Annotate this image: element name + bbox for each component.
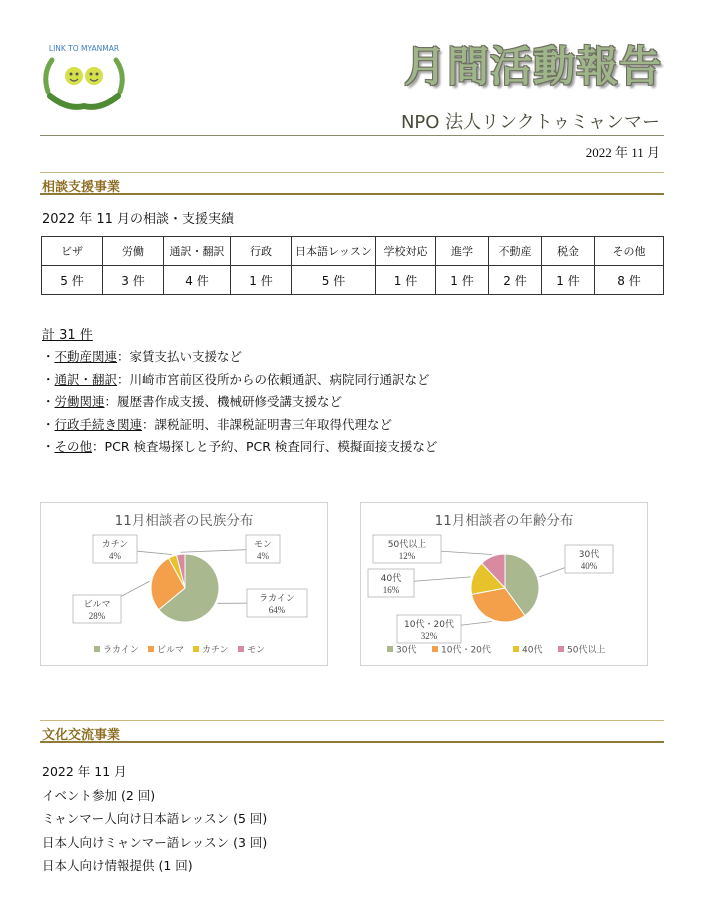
legend-swatch [558, 646, 564, 652]
data-label-category: 30代 [578, 550, 600, 560]
item-separator: ： [117, 349, 130, 364]
list-item: ・通訳・翻訳：川崎市宮前区役所からの依頼通訳、病院同行通訳など [42, 371, 430, 387]
list-item: ミャンマー人向け日本語レッスン (5 回) [42, 811, 268, 826]
ethnicity-chart [40, 502, 328, 666]
data-label-value: 12% [398, 551, 416, 561]
list-item: 日本人向けミャンマー語レッスン (3 回) [42, 834, 268, 850]
section-header-culture [40, 720, 664, 742]
data-label-value: 28% [88, 611, 106, 621]
organization-name: NPO 法人リンクトゥミャンマー [400, 112, 660, 133]
item-separator: ： [104, 394, 118, 409]
table-header-cell: 不動産 [489, 237, 542, 266]
section-header-consultation [40, 172, 664, 194]
table-cell: 1 件 [231, 266, 292, 295]
chart-title: 11月相談者の民族分布 [114, 513, 254, 529]
legend-label: カチン [202, 645, 229, 656]
item-separator: ： [142, 416, 155, 432]
table-cell: 3 件 [103, 266, 164, 295]
legend-label: ラカイン [103, 645, 139, 656]
data-label-category: ラカイン [259, 594, 295, 604]
culture-activities [42, 760, 267, 878]
table-header-cell: 行政 [231, 237, 292, 266]
legend-swatch [513, 646, 519, 652]
data-label-value: 64% [268, 605, 286, 615]
item-category: 行政手続き関連 [54, 416, 143, 432]
data-label-value: 16% [382, 585, 400, 595]
item-text: PCR 検査場探しと予約、PCR 検査同行、模擬面接支援など [104, 439, 438, 454]
table-cell: 5 件 [42, 266, 103, 295]
legend-label: 30代 [396, 645, 417, 656]
data-label-value: 32% [420, 631, 438, 641]
table-header-cell: ビザ [42, 237, 103, 266]
consultation-details [42, 346, 437, 459]
chart-title: 11月相談者の年齢分布 [434, 513, 574, 529]
page-title: 月間活動報告 [403, 42, 662, 91]
data-label-category: モン [253, 540, 273, 550]
legend-swatch [387, 646, 393, 652]
data-label-category: 50代以上 [387, 540, 427, 550]
list-item: ・労働関連：履歴書作成支援、機械研修受講支援など [42, 394, 343, 409]
table-cell: 1 件 [376, 266, 436, 295]
table-row [42, 266, 664, 295]
item-category: その他 [54, 439, 93, 454]
item-category: 通訳・翻訳 [54, 371, 118, 387]
report-date: 2022 年 11 月 [585, 145, 660, 160]
legend-label: モン [247, 645, 266, 656]
consultation-table [41, 236, 664, 295]
list-item: 2022 年 11 月 [42, 764, 127, 779]
table-header-cell: 労働 [103, 237, 164, 266]
item-text: 課税証明、非課税証明書三年取得代理など [154, 416, 393, 432]
table-cell: 1 件 [542, 266, 595, 295]
age-chart [360, 502, 648, 666]
total-count: 計 31 件 [42, 328, 93, 343]
legend-swatch [193, 646, 199, 652]
section-title: 相談支援事業 [42, 180, 121, 195]
legend-label: 40代 [522, 645, 543, 656]
table-header-cell: 通訳・翻訳 [164, 237, 231, 266]
list-item: ・その他：PCR 検査場探しと予約、PCR 検査同行、模擬面接支援など [42, 439, 438, 454]
list-item: ・行政手続き関連：課税証明、非課税証明書三年取得代理など [42, 416, 393, 432]
table-header-cell: 日本語レッスン [292, 237, 376, 266]
list-item: ・不動産関連：家賃支払い支援など [42, 349, 243, 364]
legend-label: 10代・20代 [441, 645, 491, 656]
table-cell: 1 件 [436, 266, 489, 295]
list-item: 日本人向け情報提供 (1 回) [42, 858, 193, 873]
legend-swatch [148, 646, 154, 652]
table-cell: 2 件 [489, 266, 542, 295]
table-header-row [42, 237, 664, 266]
item-text: 家賃支払い支援など [129, 349, 243, 364]
svg-text:LINK TO MYANMAR: LINK TO MYANMAR [48, 44, 120, 53]
item-text: 川崎市宮前区役所からの依頼通訳、病院同行通訳など [129, 371, 430, 387]
consultation-subtitle: 2022 年 11 月の相談・支援実績 [42, 212, 235, 227]
legend-label: 50代以上 [567, 645, 606, 656]
legend-label: ビルマ [157, 645, 185, 656]
list-item: イベント参加 (2 回) [42, 787, 156, 803]
table-cell: 4 件 [164, 266, 231, 295]
data-label-category: ビルマ [83, 600, 111, 610]
item-separator: ： [117, 371, 130, 387]
legend-swatch [432, 646, 438, 652]
data-label-category: 40代 [380, 574, 402, 584]
table-header-cell: 税金 [542, 237, 595, 266]
item-separator: ： [92, 439, 105, 454]
age-pie-svg [361, 503, 647, 665]
section-title: 文化交流事業 [42, 728, 121, 743]
data-label-value: 4% [257, 551, 269, 561]
data-label-value: 40% [580, 561, 598, 571]
ethnicity-pie-svg [41, 503, 327, 665]
header-divider [40, 135, 664, 136]
data-label-value: 4% [109, 551, 121, 561]
table-cell: 5 件 [292, 266, 376, 295]
table-cell: 8 件 [595, 266, 664, 295]
table-header-cell: その他 [595, 237, 664, 266]
item-category: 不動産関連 [54, 349, 118, 364]
data-label-category: 10代・20代 [404, 620, 454, 630]
organization-logo [38, 40, 130, 112]
item-category: 労働関連 [54, 394, 105, 409]
table-header-cell: 進学 [436, 237, 489, 266]
legend-swatch [238, 646, 244, 652]
legend-swatch [94, 646, 100, 652]
data-label-category: カチン [101, 540, 129, 550]
item-text: 履歴書作成支援、機械研修受講支援など [117, 394, 343, 409]
table-header-cell: 学校対応 [376, 237, 436, 266]
